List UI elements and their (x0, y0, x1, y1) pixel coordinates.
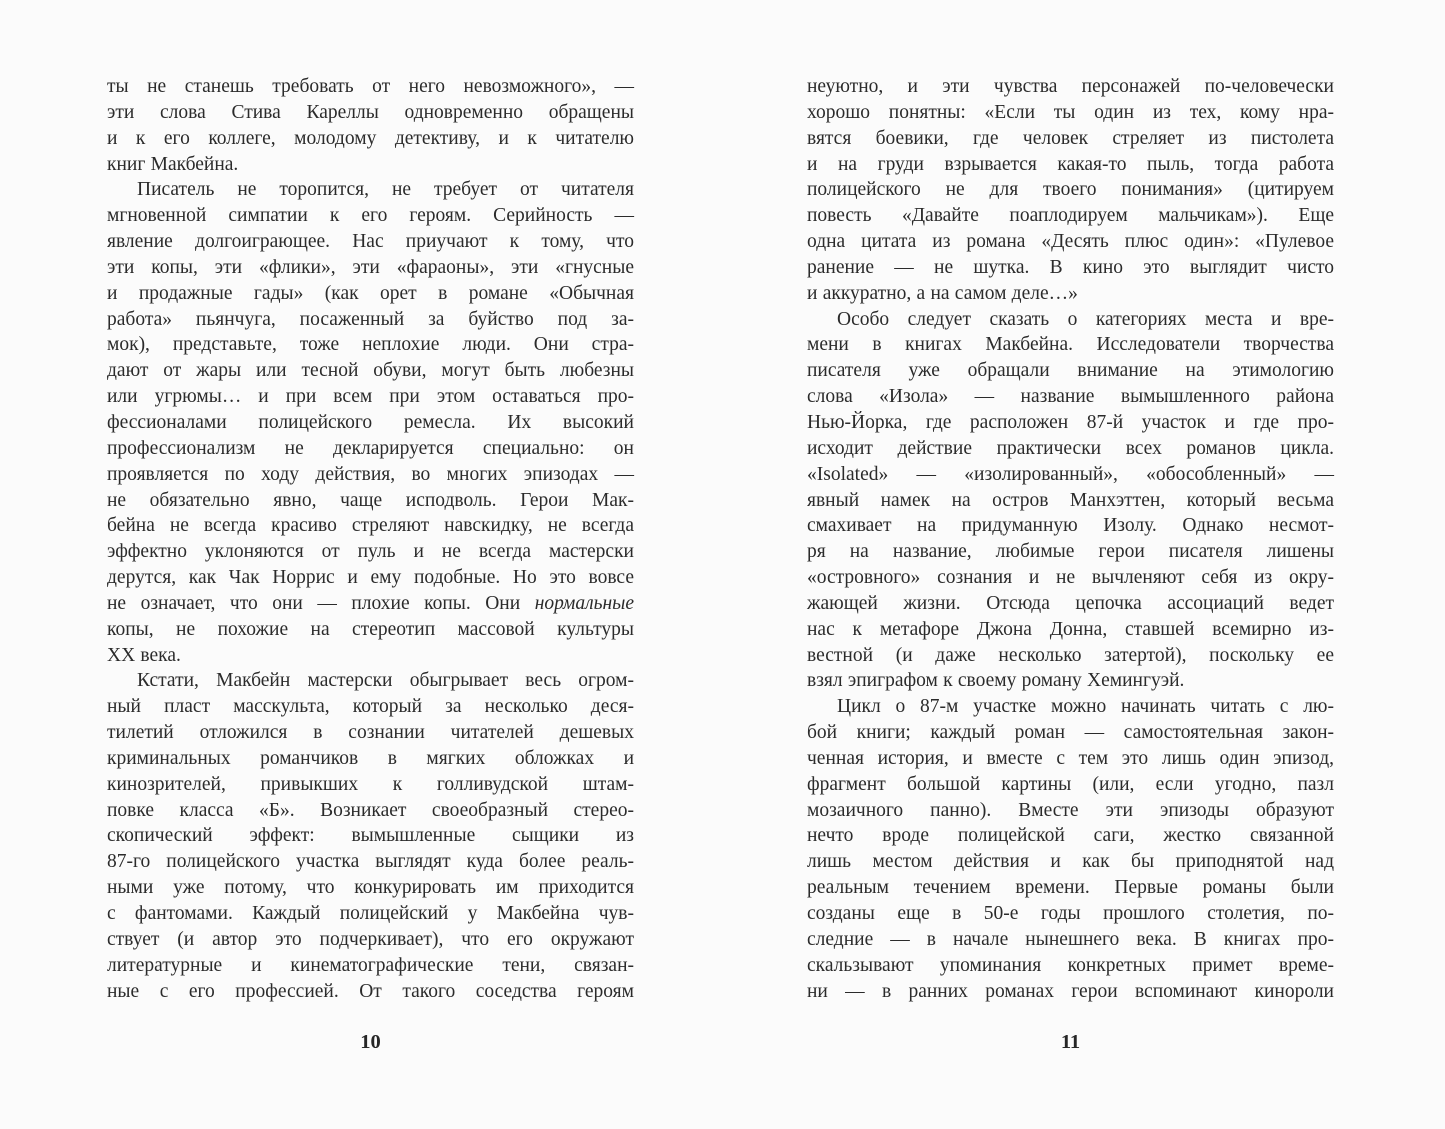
text-line: или угрюмы… и при всем при этом оставаться про- (107, 386, 634, 408)
text-line: 87-го полицейского участка выглядят куда более реаль- (107, 851, 634, 873)
text-line: явный намек на остров Манхэттен, который весьма (807, 489, 1334, 511)
text-line: работа» пьянчуга, посаженный за буйство под за- (107, 308, 634, 330)
text-line: ченная история, и вместе с тем это лишь один эпизод, (807, 747, 1334, 769)
text-line: жающей жизни. Отсюда цепочка ассоциаций ведет (807, 592, 1334, 614)
text-line: с фантомами. Каждый полицейский у Макбейна чув- (107, 903, 634, 924)
page-text-right (807, 74, 1334, 1004)
italic-text-run: нормальные (534, 592, 634, 614)
text-line: криминальных романчиков в мягких обложках и (107, 747, 634, 769)
book-page-left (107, 74, 634, 1084)
text-line: эффектно уклоняются от пуль и не всегда мастерски (107, 541, 634, 563)
text-line: ные с его профессией. От такого соседства героям (107, 980, 634, 1002)
page-number-left: 10 (360, 1031, 381, 1053)
text-line: «островного» сознания и не вычленяют себя из окру- (807, 567, 1334, 589)
text-line: профессионализм не декларируется специально: он (107, 437, 634, 459)
text-line: дают от жары или тесной обуви, могут быть любезны (107, 360, 634, 382)
text-line: «Isolated» — «изолированный», «обособленный» — (807, 463, 1334, 485)
paragraph (807, 74, 1334, 307)
text-line: вестной (и даже несколько затертой), поскольку ее (807, 644, 1334, 666)
text-line: реальным течением времени. Первые романы были (807, 877, 1334, 899)
paragraph (807, 307, 1334, 695)
text-line: и аккуратно, а на самом деле…» (807, 282, 1078, 304)
text-line: дерутся, как Чак Норрис и ему подобные. Но это вовсе (107, 567, 634, 589)
text-line: не обязательно явно, чаще исподволь. Герои Мак- (107, 489, 634, 511)
text-line: эти слова Стива Кареллы одновременно обращены (107, 101, 634, 123)
text-line: полицейского не для твоего понимания» (цитируем (807, 179, 1334, 201)
text-line: фрагмент большой картины (или, если угодно, пазл (807, 773, 1334, 795)
text-line: ни — в ранних романах герои вспоминают кинороли (807, 980, 1334, 1002)
text-line: мозаичного панно). Вместе эти эпизоды образуют (807, 799, 1334, 821)
text-line: ранение — не шутка. В кино это выглядит чисто (807, 256, 1334, 278)
text-line: ты не станешь требовать от него невозможного», — (107, 76, 634, 97)
text-line: проявляется по ходу действия, во многих эпизодах — (107, 463, 634, 485)
text-line: бой книги; каждый роман — самостоятельная закон- (807, 722, 1334, 744)
text-line: ря на название, любимые герои писателя лишены (807, 541, 1334, 563)
paragraph (107, 668, 634, 1004)
paragraph (107, 177, 634, 668)
text-line: нас к метафоре Джона Донна, ставшей всемирно из- (807, 618, 1334, 640)
text-line: и на груди взрывается какая-то пыль, тогда работа (807, 153, 1334, 175)
text-line: явление долгоиграющее. Нас приучают к тому, что (107, 231, 634, 253)
text-line: Кстати, Макбейн мастерски обыгрывает весь огром- (137, 670, 634, 692)
text-line: литературные и кинематографические тени, связан- (107, 954, 634, 976)
text-line: взял эпиграфом к своему роману Хемингуэй. (807, 670, 1185, 692)
page-text-left (107, 74, 634, 1004)
paragraph (807, 694, 1334, 1004)
text-line: и к его коллеге, молодому детективу, и к читателю (107, 127, 634, 149)
text-line: бейна не всегда красиво стреляют навскидку, не всегда (107, 515, 634, 537)
text-line: копы, не похожие на стереотип массовой культуры (107, 618, 634, 640)
text-line: ный пласт масскульта, который за несколько деся- (107, 696, 634, 718)
text-line: лишь местом действия и как бы приподнятой над (807, 851, 1334, 873)
text-line: слова «Изола» — название вымышленного района (807, 386, 1334, 408)
paragraph (107, 74, 634, 177)
text-line: нечто вроде полицейской саги, жестко связанной (807, 825, 1334, 847)
text-line: смахивает на придуманную Изолу. Однако несмот- (807, 515, 1334, 537)
text-run: не означает, что они — плохие копы. Они (107, 592, 535, 614)
text-line (107, 591, 634, 617)
text-line: Особо следует сказать о категориях места и вре- (837, 308, 1334, 330)
text-line: повке класса «Б». Возникает своеобразный стерео- (107, 799, 634, 821)
text-line: кинозрителей, привыкших к голливудской штам- (107, 773, 634, 795)
text-line: эти копы, эти «флики», эти «фараоны», эти «гнусные (107, 256, 634, 278)
text-line: повесть «Давайте поаплодируем мальчикам»). Еще (807, 205, 1334, 227)
text-line: и продажные гады» (как орет в романе «Обычная (107, 282, 634, 304)
text-line: неуютно, и эти чувства персонажей по-человечески (807, 76, 1334, 97)
text-line: скопический эффект: вымышленные сыщики из (107, 825, 634, 847)
page-number-right: 11 (1060, 1031, 1081, 1053)
text-line: книг Макбейна. (107, 153, 239, 175)
text-line: одна цитата из романа «Десять плюс один»: «Пулевое (807, 231, 1334, 253)
text-line: XX века. (107, 644, 181, 666)
text-line: следние — в начале нынешнего века. В книгах про- (807, 928, 1334, 950)
text-line: мени в книгах Макбейна. Исследователи творчества (807, 334, 1334, 356)
book-page-right (807, 74, 1334, 1084)
text-line: созданы еще в 50-е годы прошлого столетия, по- (807, 903, 1334, 924)
text-line: ствует (и автор это подчеркивает), что его окружают (107, 928, 634, 950)
text-line: ными уже потому, что конкурировать им приходится (107, 877, 634, 899)
text-line: вятся боевики, где человек стреляет из пистолета (807, 127, 1334, 149)
text-line: мок), представьте, тоже неплохие люди. Они стра- (107, 334, 634, 356)
text-line: хорошо понятны: «Если ты один из тех, кому нра- (807, 101, 1334, 123)
text-line: Писатель не торопится, не требует от читателя (137, 179, 634, 201)
text-line: писателя уже обращали внимание на этимологию (807, 360, 1334, 382)
text-line: исходит действие практически всех романов цикла. (807, 437, 1334, 459)
text-line: скальзывают упоминания конкретных примет време- (807, 954, 1334, 976)
text-line: фессионалами полицейского ремесла. Их высокий (107, 411, 634, 433)
text-line: мгновенной симпатии к его героям. Серийность — (107, 205, 634, 227)
text-line: Цикл о 87-м участке можно начинать читать с лю- (837, 696, 1334, 718)
text-line: тилетий отложился в сознании читателей дешевых (107, 722, 634, 744)
text-line: Нью-Йорка, где расположен 87-й участок и где про- (807, 411, 1334, 433)
